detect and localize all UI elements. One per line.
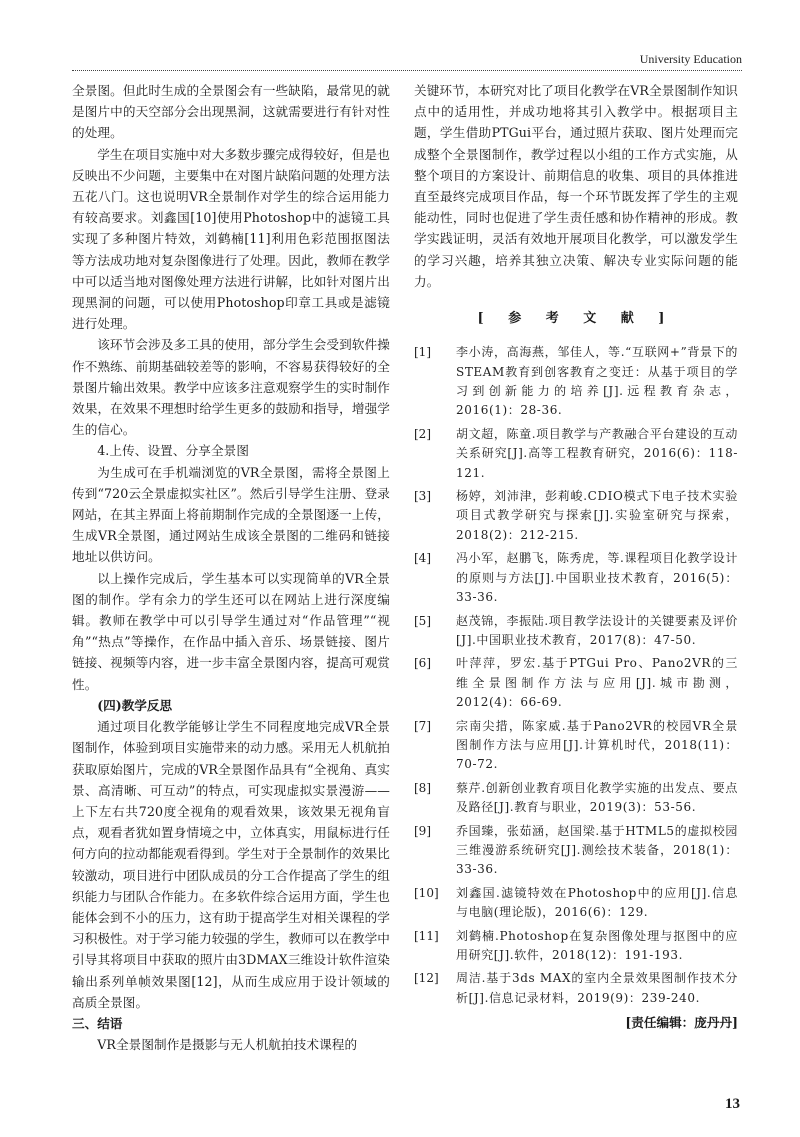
reference-number: [9] [414,823,431,838]
reference-number: [6] [414,656,431,671]
left-column [72,80,390,1055]
reference-text: 蔡芹.创新创业教育项目化教学实施的出发点、要点及路径[J].教育与职业，2019(3)：53-56. [456,780,738,815]
reference-text: 杨婷，刘沛津，彭莉峻.CDIO模式下电子技术实验项目式教学研究与探索[J].实验室研究与探索，2018(2)：212-215. [456,489,738,542]
reference-item [414,549,738,607]
subsection-heading: (四)教学反思 [97,697,173,713]
reference-item [414,717,738,775]
reference-number: [7] [414,718,431,733]
reference-item [414,822,738,880]
reference-item [414,487,738,545]
reference-number: [2] [414,426,431,441]
body-paragraph: 关键环节，本研究对比了项目化教学在VR全景图制作知识点中的适用性，并成功地将其引入教学中。根据项目主题，学生借助PTGui平台，通过照片获取、图片处理而完成整个全景图制作，教学过程以小组的工作方式实施，从整个项目的方案设计、前期信息的收集、项目的具体推进直至最终完成项目作品，每一个环节既发挥了学生的主观能动性，同时也促进了学生责任感和协作精神的形成。教学实践证明，灵活有效地开展项目化教学，可以激发学生的学习兴趣，培养其独立决策、解决专业实际问题的能力。 [414,83,738,289]
reference-number: [10] [414,885,439,900]
references-title: [ 参 考 文 献 ] [477,311,675,327]
reference-item [414,884,738,923]
page-number: 13 [725,1096,740,1112]
section-heading: 三、结语 [72,1015,123,1031]
reference-text: 赵茂锦，李振陆.项目教学法设计的关键要素及评价[J].中国职业技术教育，2017(8)：47-50. [456,613,738,647]
reference-number: [4] [414,551,431,566]
body-paragraph: 为生成可在手机端浏览的VR全景图，需将全景图上传到“720云全景虚拟实社区”。然后引导学生注册、登录网站，在其主界面上将前期制作完成的全景图逐一上传，生成VR全景图，通过网站生成该全景图的二维码和链接地址以供访问。 [72,464,390,565]
header-dotted-rule [72,70,742,71]
body-paragraph: 通过项目化教学能够让学生不同程度地完成VR全景图制作，体验到项目实施带来的动力感。采用无人机航拍获取原始图片，完成的VR全景图作品具有“全视角、真实景、高清晰、可互动”的特点，可实现虚拟实景漫游——上下左右共720度全视角的观看效果，该效果无视角盲点，观看者犹如置身情境之中，立体真实，用鼠标进行任何方向的拉动都能观看得到。学生对于全景制作的效果比较激动，项目进行中团队成员的分工合作提高了学生的组织能力与团队合作能力。在多软件综合运用方面，学生也能体会到不小的压力，这有助于提高学生对相关课程的学习积极性。对于学习能力较强的学生，教师可以在教学中引导其将项目中获取的照片由3DMAX三维设计软件渲染输出系列单帧效果图[12]，从而生成应用于设计领域的高质全景图。 [72,719,390,1010]
reference-item [414,343,738,421]
reference-number: [5] [414,613,431,628]
right-column [414,80,738,1033]
reference-number: [11] [414,928,439,943]
reference-item [414,654,738,712]
reference-text: 周洁.基于3ds MAX的室内全景效果图制作技术分析[J].信息记录材料，2019(9)：239-240. [456,971,738,1005]
body-paragraph: 该环节会涉及多工具的使用，部分学生会受到软件操作不熟练、前期基础较差等的影响，不容易获得较好的全景图片输出效果。教学中应该多注意观察学生的实时制作效果，在效果不理想时给学生更多的鼓励和指导，增强学生的信心。 [72,337,390,438]
body-paragraph: 4.上传、设置、分享全景图 [97,443,250,459]
reference-text: 宗南尖措，陈家威.基于Pano2VR的校园VR全景图制作方法与应用[J].计算机时代，2018(11)：70-72. [456,718,738,772]
reference-item [414,612,738,651]
body-paragraph: 全景图。但此时生成的全景图会有一些缺陷，最常见的就是图片中的天空部分会出现黑洞，这就需要进行有针对性的处理。 [72,83,390,141]
responsible-editor: [责任编辑：庞丹丹] [625,1015,738,1031]
reference-text: 胡文超，陈童.项目教学与产教融合平台建设的互动关系研究[J].高等工程教育研究，2016(6)：118-121. [456,426,738,480]
reference-text: 冯小军，赵鹏飞，陈秀虎，等.课程项目化教学设计的原则与方法[J].中国职业技术教育，2016(5)：33-36. [456,551,738,605]
references-list [414,343,738,1008]
reference-number: [3] [414,489,431,504]
reference-item [414,425,738,483]
body-paragraph: VR全景图制作是摄影与无人机航拍技术课程的 [97,1037,358,1053]
reference-item [414,779,738,818]
body-paragraph: 学生在项目实施中对大多数步骤完成得较好，但是也反映出不少问题，主要集中在对图片缺陷问题的处理方法五花八门。这也说明VR全景制作对学生的综合运用能力有较高要求。刘鑫国[10]使用Photoshop中的滤镜工具实现了多种图片特效，刘鹤楠[11]利用色彩范围抠图法等方法成功地对复杂图像进行了处理。因此，教师在教学中可以适当地对图像处理方法进行讲解，比如针对图片出现黑洞的问题，可以使用Photoshop印章工具或是滤镜进行处理。 [72,146,390,332]
reference-number: [12] [414,971,439,986]
reference-text: 叶萍萍，罗宏.基于PTGui Pro、Pano2VR的三维全景图制作方法与应用[J].城市勘测，2012(4)：66-69. [456,656,738,710]
journal-name: University Education [639,52,742,66]
reference-text: 刘鹤楠.Photoshop在复杂图像处理与抠图中的应用研究[J].软件，2018(12)：191-193. [456,928,738,963]
reference-number: [1] [414,345,431,360]
reference-text: 李小涛，高海燕，邹佳人，等.“互联网+”背景下的STEAM教育到创客教育之变迁：从基于项目的学习到创新能力的培养[J].远程教育杂志，2016(1)：28-36. [456,345,738,418]
body-paragraph: 以上操作完成后，学生基本可以实现简单的VR全景图的制作。学有余力的学生还可以在网站上进行深度编辑。教师在教学中可以引导学生通过对“作品管理”“视角”“热点”等操作，在作品中插入音乐、场景链接、图片链接、视频等内容，进一步丰富全景图内容，提高可观赏性。 [72,570,390,692]
reference-item [414,927,738,966]
reference-number: [8] [414,780,431,795]
reference-item [414,969,738,1008]
reference-text: 乔国臻，张茹涵，赵国梁.基于HTML5的虚拟校园三维漫游系统研究[J].测绘技术装备，2018(1)：33-36. [456,823,738,877]
right-body [414,80,738,292]
reference-text: 刘鑫国.滤镜特效在Photoshop中的应用[J].信息与电脑(理论版)，2016(6)：129. [456,885,738,920]
